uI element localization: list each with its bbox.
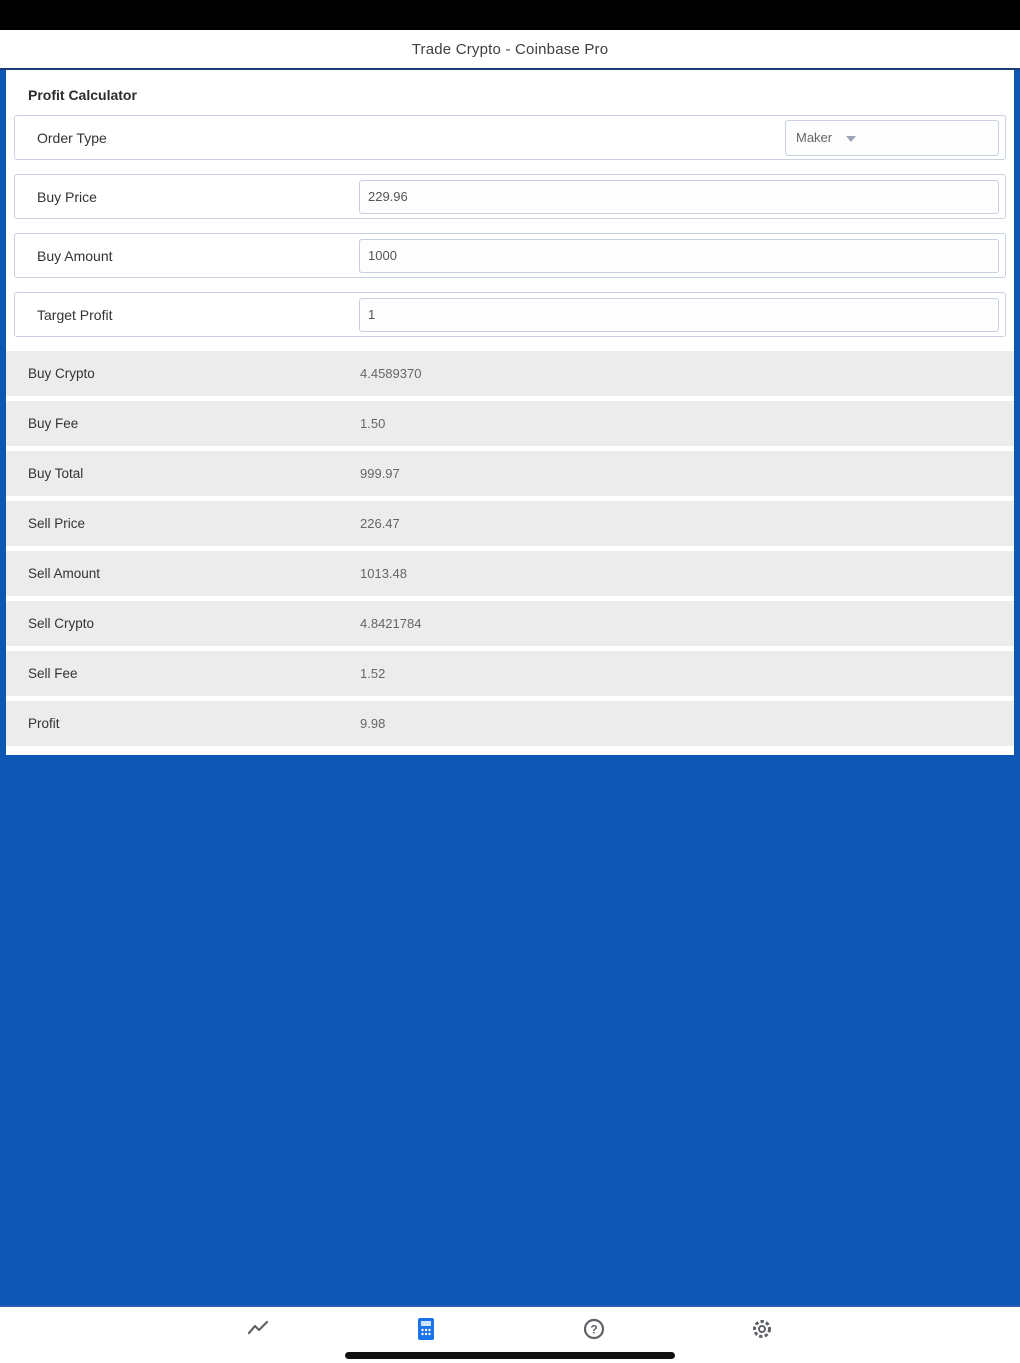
- nav-item-calculator[interactable]: [404, 1315, 448, 1347]
- buy-amount-row: [14, 233, 1006, 278]
- target-profit-row: [14, 292, 1006, 337]
- buy-total-label: Buy Total: [28, 466, 84, 481]
- profit-value: 9.98: [360, 716, 386, 731]
- buy-crypto-label: Buy Crypto: [28, 366, 95, 381]
- app-header: [0, 30, 1020, 68]
- order-type-row: [14, 115, 1006, 160]
- buy-total-value: 999.97: [360, 466, 400, 481]
- sell-price-value: 226.47: [360, 516, 400, 531]
- order-type-value: Maker: [796, 130, 833, 145]
- sell-fee-label: Sell Fee: [28, 666, 78, 681]
- sell-fee-row: [6, 651, 1014, 696]
- home-indicator[interactable]: [345, 1352, 675, 1359]
- buy-total-row: [6, 451, 1014, 496]
- settings-icon: [750, 1317, 774, 1346]
- svg-text:?: ?: [590, 1322, 598, 1336]
- nav-item-chart[interactable]: [236, 1315, 280, 1347]
- card-title: Profit Calculator: [28, 87, 137, 103]
- buy-price-label: Buy Price: [37, 188, 97, 205]
- bottom-nav: [0, 1307, 1020, 1363]
- sell-fee-value: 1.52: [360, 666, 386, 681]
- sell-price-label: Sell Price: [28, 516, 86, 531]
- profit-label: Profit: [28, 716, 60, 731]
- buy-price-input[interactable]: [359, 180, 999, 214]
- chevron-down-icon: [846, 136, 856, 142]
- buy-crypto-value: 4.4589370: [360, 366, 422, 381]
- sell-crypto-value: 4.8421784: [360, 616, 422, 631]
- buy-price-row: [14, 174, 1006, 219]
- sell-amount-value: 1013.48: [360, 566, 407, 581]
- order-type-select[interactable]: [785, 120, 999, 156]
- chart-icon: [246, 1317, 270, 1346]
- profit-calculator-card: [6, 70, 1014, 755]
- sell-amount-row: [6, 551, 1014, 596]
- sell-amount-label: Sell Amount: [28, 566, 101, 581]
- help-icon: [582, 1317, 606, 1346]
- nav-item-help[interactable]: [572, 1315, 616, 1347]
- buy-crypto-row: [6, 351, 1014, 396]
- calculator-icon: [415, 1317, 437, 1346]
- profit-row: [6, 701, 1014, 746]
- nav-item-settings[interactable]: [740, 1315, 784, 1347]
- status-bar: [0, 0, 1020, 30]
- buy-fee-row: [6, 401, 1014, 446]
- app-background: [0, 68, 1020, 1307]
- sell-crypto-row: [6, 601, 1014, 646]
- buy-fee-label: Buy Fee: [28, 416, 79, 431]
- buy-amount-label: Buy Amount: [37, 247, 113, 264]
- target-profit-input[interactable]: [359, 298, 999, 332]
- buy-amount-input[interactable]: [359, 239, 999, 273]
- order-type-label: Order Type: [37, 129, 107, 146]
- buy-fee-value: 1.50: [360, 416, 386, 431]
- sell-price-row: [6, 501, 1014, 546]
- target-profit-label: Target Profit: [37, 306, 113, 323]
- page-title: Trade Crypto - Coinbase Pro: [411, 40, 609, 58]
- sell-crypto-label: Sell Crypto: [28, 616, 95, 631]
